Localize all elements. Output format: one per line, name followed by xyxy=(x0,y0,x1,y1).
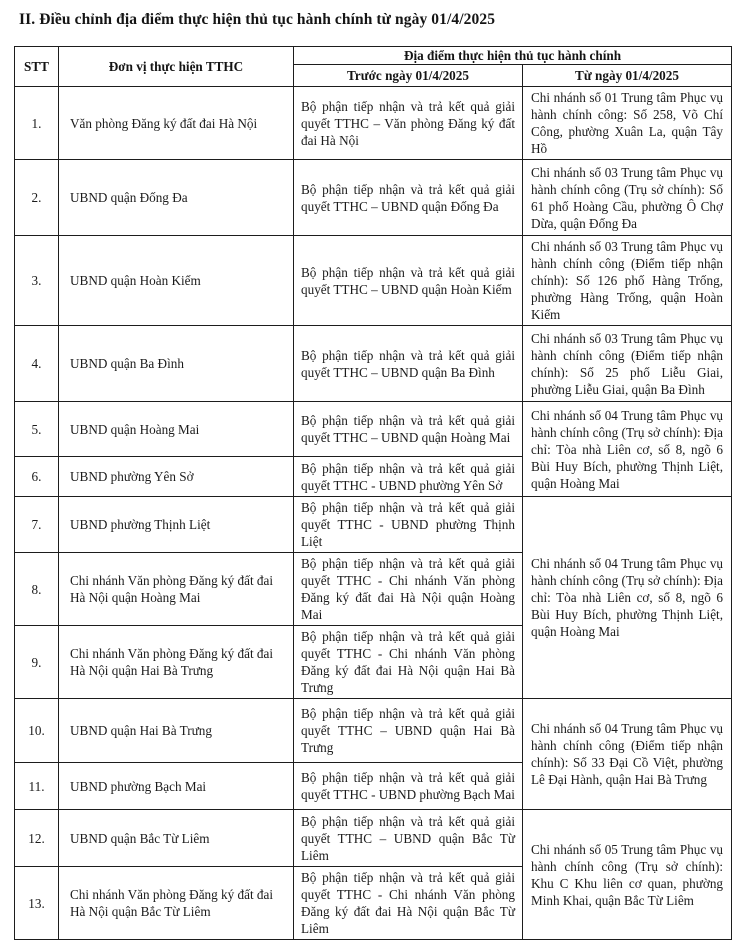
stt-cell: 12. xyxy=(15,810,59,867)
table-row xyxy=(15,810,732,867)
stt-cell: 4. xyxy=(15,326,59,402)
header-stt: STT xyxy=(15,47,59,87)
after-cell-merged: Chi nhánh số 04 Trung tâm Phục vụ hành chính công (Điểm tiếp nhận chính): Số 33 Đại Cồ Việt, phường Lê Đại Hành, quận Hai Bà Trưng xyxy=(523,699,732,810)
header-after: Từ ngày 01/4/2025 xyxy=(523,65,732,87)
after-cell: Chi nhánh số 03 Trung tâm Phục vụ hành chính công (Trụ sở chính): Số 61 phố Hoàng Cầu, phường Ô Chợ Dừa, quận Đống Đa xyxy=(523,160,732,236)
table-row xyxy=(15,236,732,326)
before-cell: Bộ phận tiếp nhận và trả kết quả giải quyết TTHC - UBND phường Yên Sở xyxy=(294,457,523,497)
before-cell: Bộ phận tiếp nhận và trả kết quả giải quyết TTHC – UBND quận Hoàn Kiếm xyxy=(294,236,523,326)
unit-cell: UBND quận Hoàng Mai xyxy=(59,402,294,457)
stt-cell: 1. xyxy=(15,87,59,160)
before-cell: Bộ phận tiếp nhận và trả kết quả giải quyết TTHC - UBND phường Thịnh Liệt xyxy=(294,497,523,553)
after-cell-merged: Chi nhánh số 05 Trung tâm Phục vụ hành chính công (Trụ sở chính): Khu C Khu liên cơ quan, phường Minh Khai, quận Bắc Từ Liêm xyxy=(523,810,732,940)
unit-cell: Chi nhánh Văn phòng Đăng ký đất đai Hà Nội quận Hoàng Mai xyxy=(59,553,294,626)
unit-cell: Văn phòng Đăng ký đất đai Hà Nội xyxy=(59,87,294,160)
stt-cell: 5. xyxy=(15,402,59,457)
page-title: II. Điều chỉnh địa điểm thực hiện thủ tục hành chính từ ngày 01/4/2025 xyxy=(19,11,496,28)
unit-cell: UBND quận Ba Đình xyxy=(59,326,294,402)
before-cell: Bộ phận tiếp nhận và trả kết quả giải quyết TTHC – UBND quận Đống Đa xyxy=(294,160,523,236)
stt-cell: 3. xyxy=(15,236,59,326)
header-before: Trước ngày 01/4/2025 xyxy=(294,65,523,87)
unit-cell: UBND phường Bạch Mai xyxy=(59,763,294,810)
before-cell: Bộ phận tiếp nhận và trả kết quả giải quyết TTHC - Chi nhánh Văn phòng Đăng ký đất đai Hà Nội quận Hoàng Mai xyxy=(294,553,523,626)
header-unit: Đơn vị thực hiện TTHC xyxy=(59,47,294,87)
unit-cell: UBND phường Thịnh Liệt xyxy=(59,497,294,553)
before-cell: Bộ phận tiếp nhận và trả kết quả giải quyết TTHC - UBND phường Bạch Mai xyxy=(294,763,523,810)
after-cell-merged: Chi nhánh số 04 Trung tâm Phục vụ hành chính công (Trụ sở chính): Địa chỉ: Tòa nhà Liên cơ, số 8, ngõ 6 Bùi Huy Bích, phường Thịnh Liệt, quận Hoàng Mai xyxy=(523,402,732,497)
stt-cell: 8. xyxy=(15,553,59,626)
table-row xyxy=(15,497,732,553)
after-cell: Chi nhánh số 01 Trung tâm Phục vụ hành chính công: Số 258, Võ Chí Công, phường Xuân La, quận Tây Hồ xyxy=(523,87,732,160)
unit-cell: UBND quận Hai Bà Trưng xyxy=(59,699,294,763)
unit-cell: UBND quận Hoàn Kiếm xyxy=(59,236,294,326)
stt-cell: 11. xyxy=(15,763,59,810)
unit-cell: Chi nhánh Văn phòng Đăng ký đất đai Hà Nội quận Hai Bà Trưng xyxy=(59,626,294,699)
stt-cell: 10. xyxy=(15,699,59,763)
stt-cell: 9. xyxy=(15,626,59,699)
after-cell: Chi nhánh số 03 Trung tâm Phục vụ hành chính công (Điểm tiếp nhận chính): Số 25 phố Liễu Giai, phường Liễu Giai, quận Ba Đình xyxy=(523,326,732,402)
header-location-group: Địa điểm thực hiện thủ tục hành chính xyxy=(294,47,732,65)
before-cell: Bộ phận tiếp nhận và trả kết quả giải quyết TTHC – Văn phòng Đăng ký đất đai Hà Nội xyxy=(294,87,523,160)
unit-cell: Chi nhánh Văn phòng Đăng ký đất đai Hà Nội quận Bắc Từ Liêm xyxy=(59,867,294,940)
procedure-location-table xyxy=(14,46,732,940)
stt-cell: 6. xyxy=(15,457,59,497)
unit-cell: UBND quận Bắc Từ Liêm xyxy=(59,810,294,867)
stt-cell: 13. xyxy=(15,867,59,940)
table-row xyxy=(15,402,732,457)
before-cell: Bộ phận tiếp nhận và trả kết quả giải quyết TTHC – UBND quận Ba Đình xyxy=(294,326,523,402)
before-cell: Bộ phận tiếp nhận và trả kết quả giải quyết TTHC - Chi nhánh Văn phòng Đăng ký đất đai Hà Nội quận Hai Bà Trưng xyxy=(294,626,523,699)
before-cell: Bộ phận tiếp nhận và trả kết quả giải quyết TTHC - Chi nhánh Văn phòng Đăng ký đất đai Hà Nội quận Bắc Từ Liêm xyxy=(294,867,523,940)
table-row xyxy=(15,160,732,236)
unit-cell: UBND quận Đống Đa xyxy=(59,160,294,236)
table-row xyxy=(15,326,732,402)
after-cell: Chi nhánh số 03 Trung tâm Phục vụ hành chính công (Điểm tiếp nhận chính): Số 126 phố Hàng Trống, phường Hàng Trống, quận Hoàn Kiếm xyxy=(523,236,732,326)
table-row xyxy=(15,699,732,763)
unit-cell: UBND phường Yên Sở xyxy=(59,457,294,497)
before-cell: Bộ phận tiếp nhận và trả kết quả giải quyết TTHC – UBND quận Hai Bà Trưng xyxy=(294,699,523,763)
table-row xyxy=(15,87,732,160)
before-cell: Bộ phận tiếp nhận và trả kết quả giải quyết TTHC – UBND quận Hoàng Mai xyxy=(294,402,523,457)
before-cell: Bộ phận tiếp nhận và trả kết quả giải quyết TTHC – UBND quận Bắc Từ Liêm xyxy=(294,810,523,867)
after-cell-merged: Chi nhánh số 04 Trung tâm Phục vụ hành chính công (Trụ sở chính): Địa chỉ: Tòa nhà Liên cơ, số 8, ngõ 6 Bùi Huy Bích, phường Thịnh Liệt, quận Hoàng Mai xyxy=(523,497,732,699)
header-row-top xyxy=(15,47,732,65)
stt-cell: 7. xyxy=(15,497,59,553)
stt-cell: 2. xyxy=(15,160,59,236)
